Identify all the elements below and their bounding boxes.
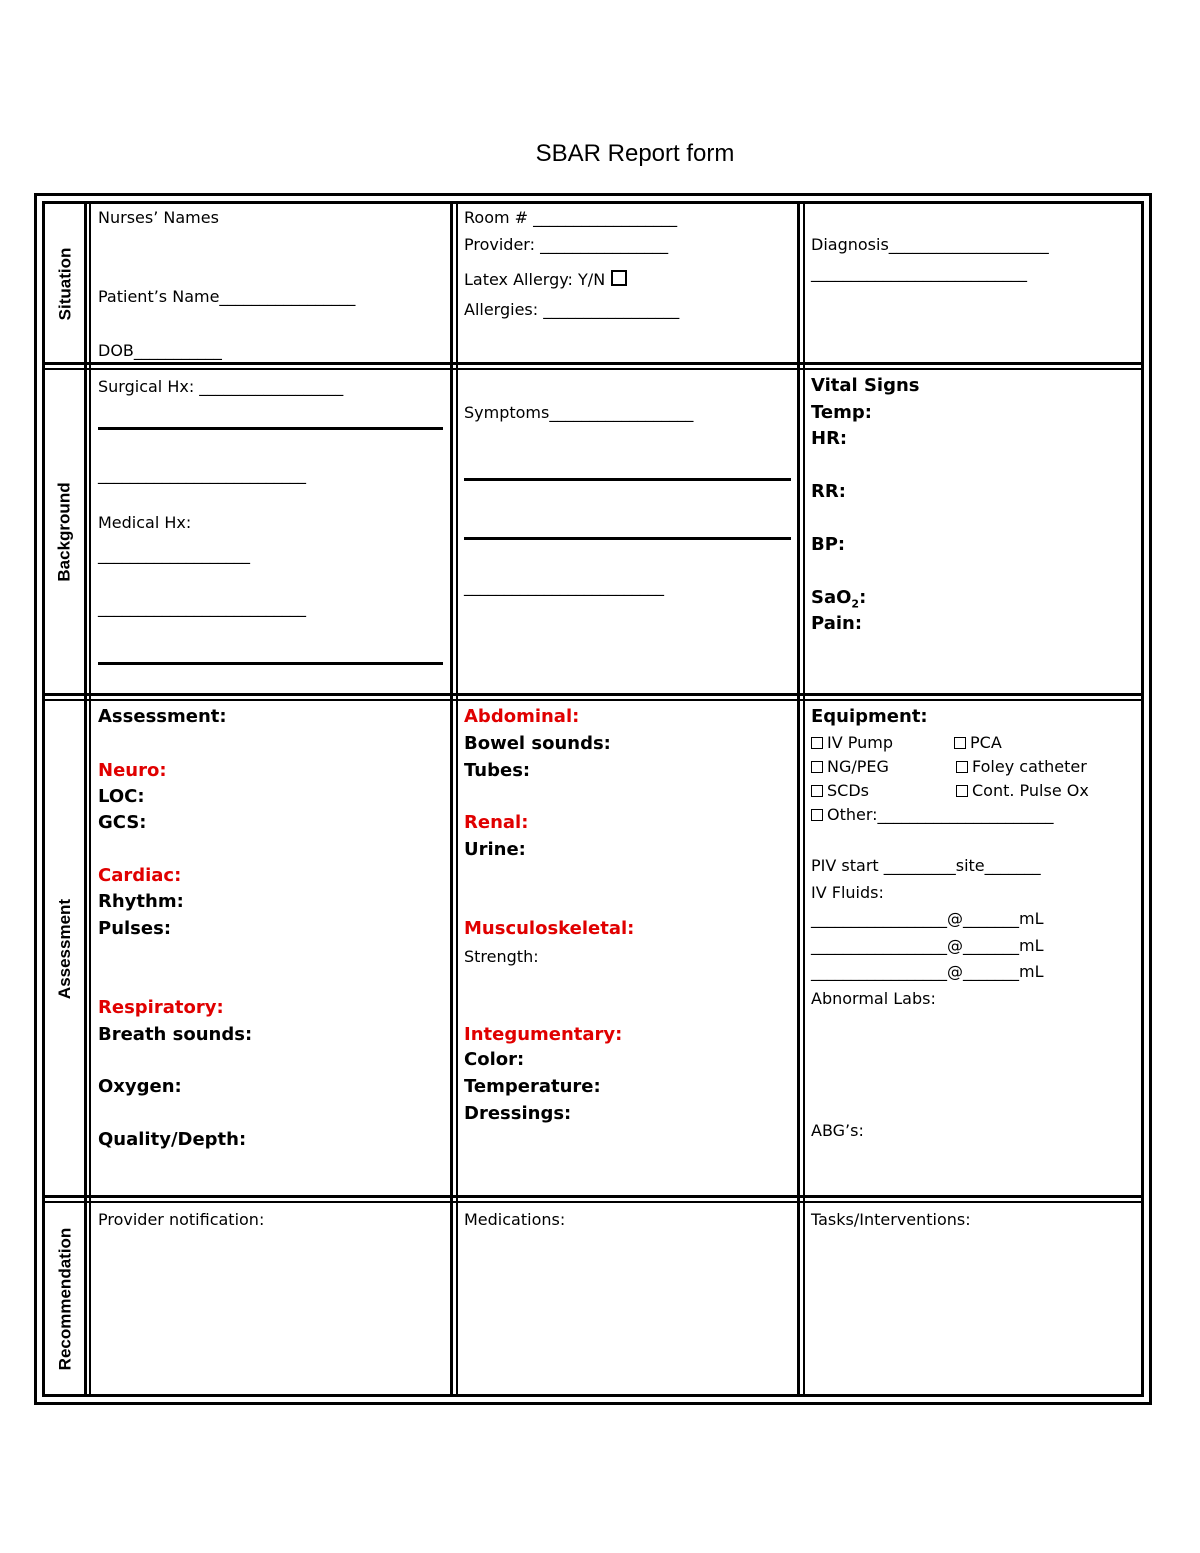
checkbox-icon[interactable] (954, 737, 966, 749)
equipment-foley[interactable]: Foley catheter (956, 757, 1087, 777)
iv-fluid-line-3[interactable]: _________________@_______mL (811, 962, 1044, 981)
symptoms-blank[interactable]: _________________________ (464, 577, 664, 596)
equipment-pulse-ox[interactable]: Cont. Pulse Ox (956, 781, 1089, 801)
urine-label: Urine: (464, 839, 526, 860)
abgs-label: ABG’s: (811, 1121, 864, 1140)
checkbox-icon[interactable] (811, 761, 823, 773)
medical-hx-label: Medical Hx: (98, 513, 192, 532)
section-label-recommendation: Recommendation (55, 1227, 75, 1371)
loc-label: LOC: (98, 786, 145, 807)
checkbox-icon[interactable] (811, 737, 823, 749)
provider-notification-label: Provider notification: (98, 1210, 265, 1229)
row-divider-1-inner (42, 368, 1144, 370)
latex-allergy-checkbox[interactable] (611, 270, 627, 286)
label-column-divider-inner (89, 201, 91, 1397)
row-divider-1 (42, 362, 1144, 365)
abnormal-labs-label: Abnormal Labs: (811, 989, 936, 1008)
pulses-label: Pulses: (98, 918, 172, 939)
iv-fluid-line-1[interactable]: _________________@_______mL (811, 909, 1044, 928)
respiratory-heading: Respiratory: (98, 997, 224, 1018)
neuro-heading: Neuro: (98, 760, 167, 781)
medical-hx-line[interactable] (98, 662, 443, 665)
dressings-label: Dressings: (464, 1103, 572, 1124)
tubes-label: Tubes: (464, 760, 531, 781)
row-divider-2-inner (42, 699, 1144, 701)
diagnosis-line[interactable]: ___________________________ (811, 263, 1027, 282)
color-label: Color: (464, 1049, 525, 1070)
patient-name-field[interactable]: Patient’s Name_________________ (98, 287, 356, 306)
strength-label: Strength: (464, 947, 539, 966)
equipment-other[interactable]: Other:______________________ (811, 805, 1054, 825)
sao2-label: SaO$_2$: (811, 587, 867, 611)
label-column-divider (84, 201, 87, 1397)
medical-hx-blank-1[interactable]: ___________________ (98, 545, 250, 564)
column-divider-1-inner (456, 201, 458, 1397)
iv-fluid-line-2[interactable]: _________________@_______mL (811, 936, 1044, 955)
section-label-situation: Situation (55, 247, 74, 320)
rr-label: RR: (811, 481, 846, 502)
dob-field[interactable]: DOB___________ (98, 341, 222, 360)
medical-hx-blank-2[interactable]: __________________________ (98, 598, 306, 617)
gcs-label: GCS: (98, 812, 147, 833)
hr-label: HR: (811, 428, 848, 449)
symptoms-field[interactable]: Symptoms__________________ (464, 403, 694, 422)
latex-allergy-row (464, 270, 627, 290)
rhythm-label: Rhythm: (98, 891, 184, 912)
provider-field[interactable]: Provider: ________________ (464, 235, 669, 254)
checkbox-icon[interactable] (956, 785, 968, 797)
checkbox-icon[interactable] (811, 809, 823, 821)
page-title: SBAR Report form (535, 140, 735, 167)
column-divider-2 (797, 201, 800, 1397)
checkbox-icon[interactable] (811, 785, 823, 797)
oxygen-label: Oxygen: (98, 1076, 182, 1097)
nurses-names-label: Nurses’ Names (98, 208, 219, 227)
vital-signs-title: Vital Signs (811, 375, 920, 396)
surgical-hx-line[interactable] (98, 427, 443, 430)
checkbox-icon[interactable] (956, 761, 968, 773)
row-divider-2 (42, 693, 1144, 696)
row-divider-3-inner (42, 1201, 1144, 1203)
symptoms-line-2[interactable] (464, 537, 791, 540)
piv-start-field[interactable]: PIV start _________site_______ (811, 856, 1041, 875)
quality-depth-label: Quality/Depth: (98, 1129, 247, 1150)
temp-label: Temp: (811, 402, 872, 423)
cardiac-heading: Cardiac: (98, 865, 182, 886)
column-divider-2-inner (803, 201, 805, 1397)
integumentary-heading: Integumentary: (464, 1024, 623, 1045)
column-divider-1 (450, 201, 453, 1397)
section-label-background: Background (55, 482, 74, 582)
abdominal-heading: Abdominal: (464, 706, 580, 727)
assessment-title: Assessment: (98, 706, 227, 727)
section-label-assessment: Assessment (55, 898, 75, 999)
equipment-title: Equipment: (811, 706, 928, 727)
latex-allergy-label: Latex Allergy: Y/N (464, 270, 606, 289)
tasks-interventions-label: Tasks/Interventions: (811, 1210, 971, 1229)
bp-label: BP: (811, 534, 846, 555)
musculoskeletal-heading: Musculoskeletal: (464, 918, 635, 939)
medications-label: Medications: (464, 1210, 566, 1229)
row-divider-3 (42, 1195, 1144, 1198)
renal-heading: Renal: (464, 812, 529, 833)
temperature-label: Temperature: (464, 1076, 601, 1097)
surgical-hx-blank[interactable]: __________________________ (98, 465, 306, 484)
equipment-scds[interactable]: SCDs (811, 781, 869, 801)
surgical-hx-field[interactable]: Surgical Hx: __________________ (98, 377, 344, 396)
equipment-ng-peg[interactable]: NG/PEG (811, 757, 889, 777)
pain-label: Pain: (811, 613, 863, 634)
room-field[interactable]: Room # __________________ (464, 208, 678, 227)
equipment-iv-pump[interactable]: IV Pump (811, 733, 893, 753)
symptoms-line-1[interactable] (464, 478, 791, 481)
bowel-sounds-label: Bowel sounds: (464, 733, 611, 754)
equipment-pca[interactable]: PCA (954, 733, 1002, 753)
breath-sounds-label: Breath sounds: (98, 1024, 253, 1045)
diagnosis-field[interactable]: Diagnosis____________________ (811, 235, 1049, 254)
iv-fluids-label: IV Fluids: (811, 883, 884, 902)
allergies-field[interactable]: Allergies: _________________ (464, 300, 680, 319)
